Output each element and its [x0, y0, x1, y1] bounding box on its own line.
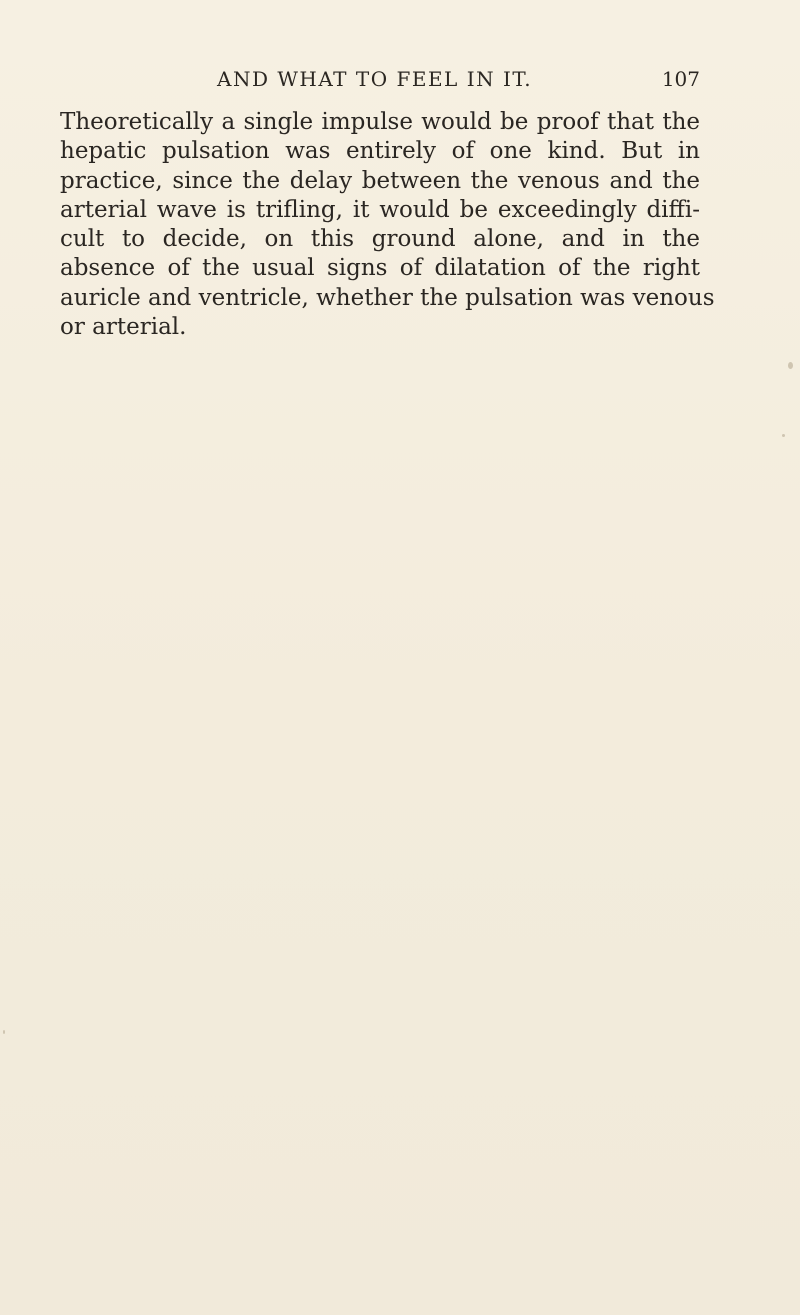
text-line: practice, since the delay between the venous and the: [60, 167, 700, 194]
page-number: 107: [661, 67, 700, 91]
text-line: auricle and ventricle, whether the pulsation was venous: [60, 284, 715, 311]
text-line: or arterial.: [60, 314, 187, 341]
text-line: absence of the usual signs of dilatation of the right: [60, 255, 700, 282]
running-title: AND WHAT TO FEEL IN IT.: [217, 67, 533, 91]
paper-speck: [782, 434, 785, 437]
text-line: cult to decide, on this ground alone, and in the: [60, 226, 700, 253]
text-line: hepatic pulsation was entirely of one kind. But in: [60, 138, 700, 165]
text-line: arterial wave is trifling, it would be exceedingly diffi-: [60, 196, 700, 223]
paper-speck: [3, 1030, 5, 1034]
paper-speck: [788, 362, 793, 369]
body-paragraph: [60, 108, 715, 342]
text-line: Theoretically a single impulse would be proof that the: [60, 109, 700, 135]
running-head: [60, 64, 700, 94]
